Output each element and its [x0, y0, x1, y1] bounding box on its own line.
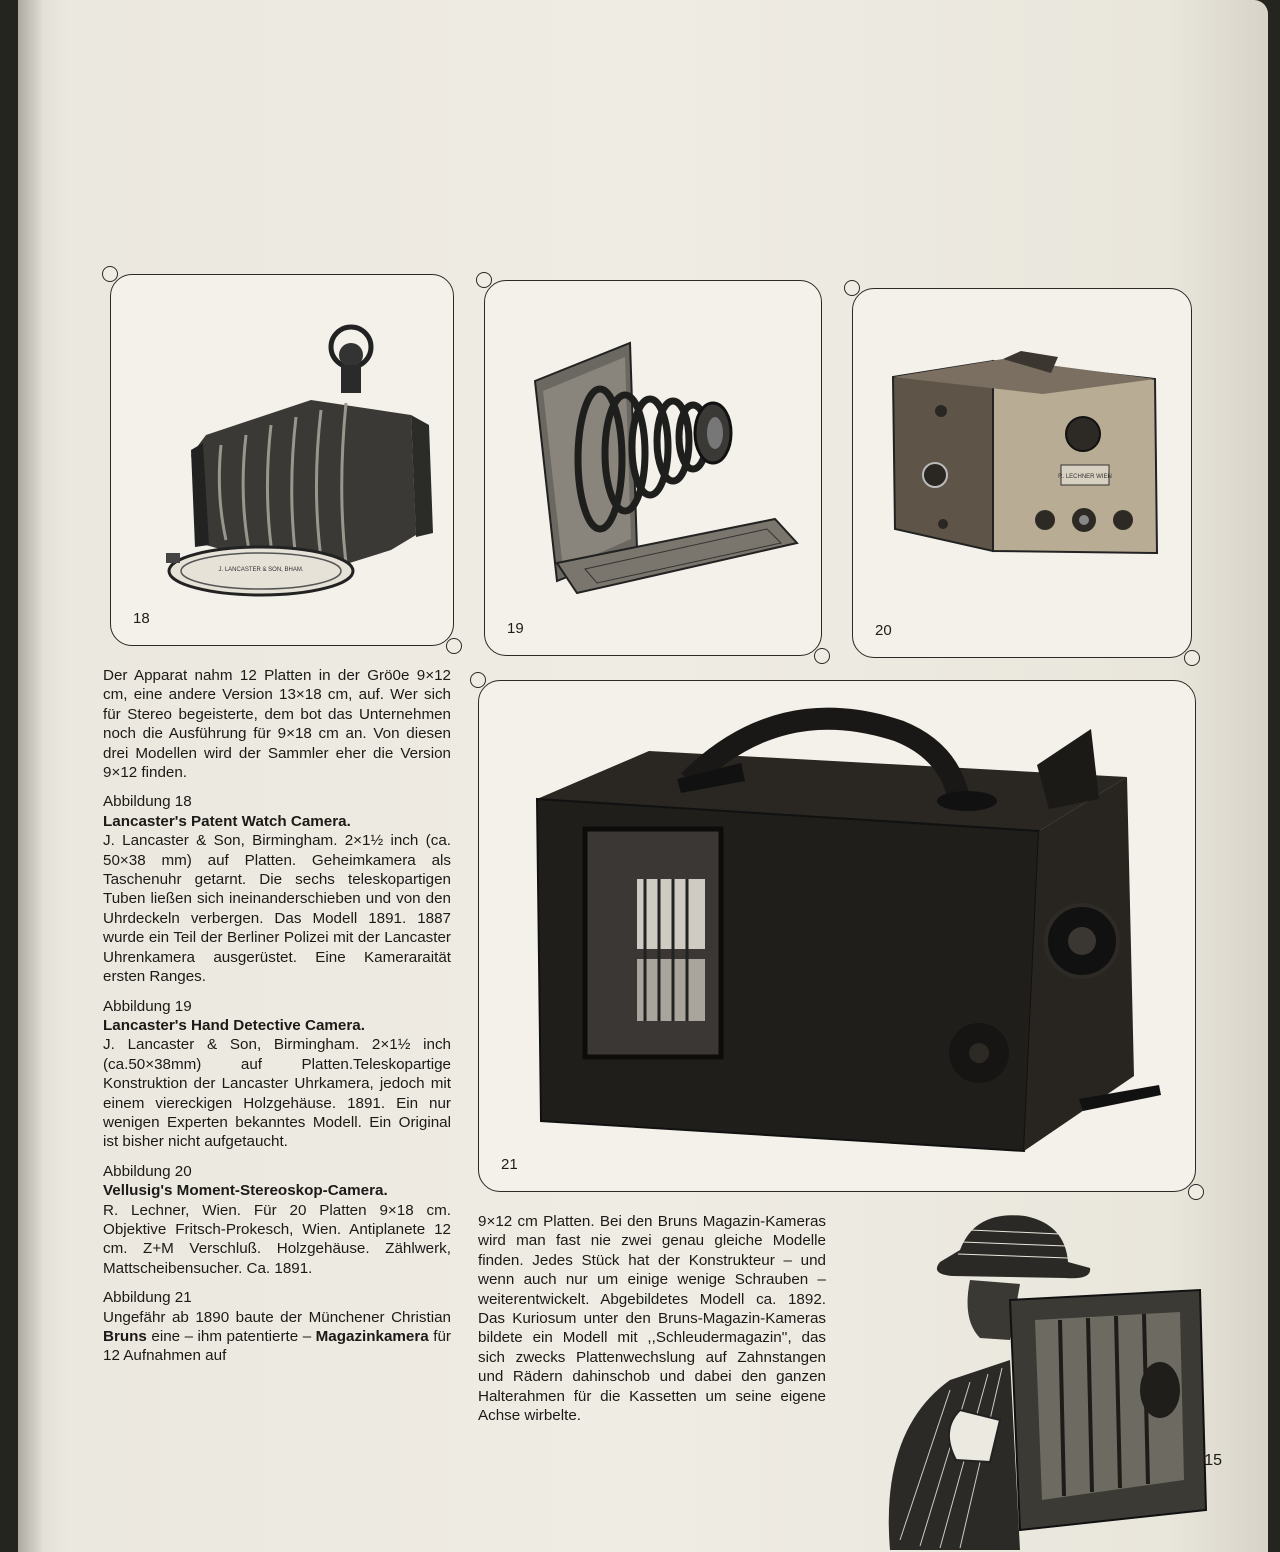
fig20-nameplate: R. LECHNER WIEN [1058, 474, 1112, 480]
figure-20-number: 20 [875, 622, 892, 639]
man-with-camera-engraving-icon [860, 1210, 1210, 1550]
spine-shadow [18, 0, 44, 1552]
folding-bellows-camera-icon [485, 281, 821, 655]
figure-18-number: 18 [133, 610, 150, 627]
stereo-box-camera-icon [853, 289, 1191, 657]
entry-18-body: J. Lancaster & Son, Birmingham. 2×1½ inch (ca. 50×38 mm) auf Platten. Geheimkamera als Taschenuhr getarnt. Die sechs teleskopartigen Tuben ließen sich ineinanderschieben und von den Uhrdeckeln verbergen. Das Modell 1891. 1887 wurde ein Teil der Berliner Polizei mit der Lancaster Uhrenkamera ausgerüstet. Eine Kameraraität ersten Ranges. [103, 832, 451, 986]
entry-21-label: Abbildung 21 [103, 1289, 192, 1307]
entry-21-text-post: für 12 Aufnahmen auf [103, 1328, 451, 1365]
entry-19-label: Abbildung 19 [103, 997, 192, 1015]
entry-19-body: J. Lancaster & Son, Birmingham. 2×1½ inch (ca.50×38mm) auf Platten.Teleskopartige Konstruktion der Lancaster Uhrkamera, jedoch mit einem viereckigen Holzgehäuse. 1891. Ein nur wenigen Experten bekanntes Modell. Ein Original ist bisher nicht aufgetaucht. [103, 1036, 451, 1151]
fig18-lens-engraving: J. LANCASTER & SON, BHAM. [218, 567, 304, 573]
figure-21-frame [478, 680, 1196, 1192]
entry-18-label: Abbildung 18 [103, 793, 192, 811]
entry-20-label: Abbildung 20 [103, 1162, 192, 1180]
entry-21-text-pre: Ungefähr ab 1890 baute der Münchener Christian [103, 1308, 451, 1326]
entry-19-title: Lancaster's Hand Detective Camera. [103, 1016, 365, 1034]
right-text-column [478, 1212, 826, 1435]
entry-18-title: Lancaster's Patent Watch Camera. [103, 812, 351, 830]
entry-20 [103, 1162, 451, 1278]
entry-20-body: R. Lechner, Wien. Für 20 Platten 9×18 cm. Objektive Fritsch-Prokesch, Wien. Antiplanete 12 cm. Z+M Verschluß. Holzgehäuse. Zählwerk, Mattscheibensucher. Ca. 1891. [103, 1201, 451, 1277]
figure-20-frame [852, 288, 1192, 658]
entry-19 [103, 997, 451, 1152]
magazine-box-camera-icon [479, 681, 1195, 1191]
entry-21-name: Bruns [103, 1328, 147, 1345]
entry-21-term: Magazinkamera [315, 1328, 429, 1345]
figure-19-frame [484, 280, 822, 656]
page-number: 15 [1204, 1452, 1222, 1469]
intro-paragraph: Der Apparat nahm 12 Platten in der Grö0e 9×12 cm, eine andere Version 13×18 cm, auf. Wer sich für Stereo begeisterte, dem bot das Unternehmen noch die Ausführung für 9×18 cm an. Von diesen drei Modellen wird der Sammler eher die Version 9×12 finden. [103, 667, 451, 782]
figure-18-frame [110, 274, 454, 646]
figure-21-number: 21 [501, 1156, 518, 1173]
entry-18 [103, 792, 451, 986]
figure-19-number: 19 [507, 620, 524, 637]
continuation-paragraph: 9×12 cm Platten. Bei den Bruns Magazin-Kameras wird man fast nie zwei genau gleiche Modelle finden. Jedes Stück hat der Konstrukteur – und wenn auch nur um einige wenige Schrauben – weiterentwickelt. Abgebildetes Modell ca. 1892. Das Kuriosum unter den Bruns-Magazin-Kameras bildete ein Modell mit ,,Schleudermagazin'', das sich zwecks Plattenwechslung auf Zahnstangen und Rädern dahinschob und dabei den ganzen Halterahmen für die Kassetten um seine eigene Achse wirbelte. [478, 1213, 826, 1425]
entry-21-text-mid: eine – ihm patentierte – [151, 1328, 312, 1345]
entry-21 [103, 1288, 451, 1366]
entry-20-title: Vellusig's Moment-Stereoskop-Camera. [103, 1182, 388, 1200]
book-page [18, 0, 1268, 1552]
pocket-watch-camera-icon [111, 275, 453, 645]
left-text-column [103, 666, 451, 1376]
